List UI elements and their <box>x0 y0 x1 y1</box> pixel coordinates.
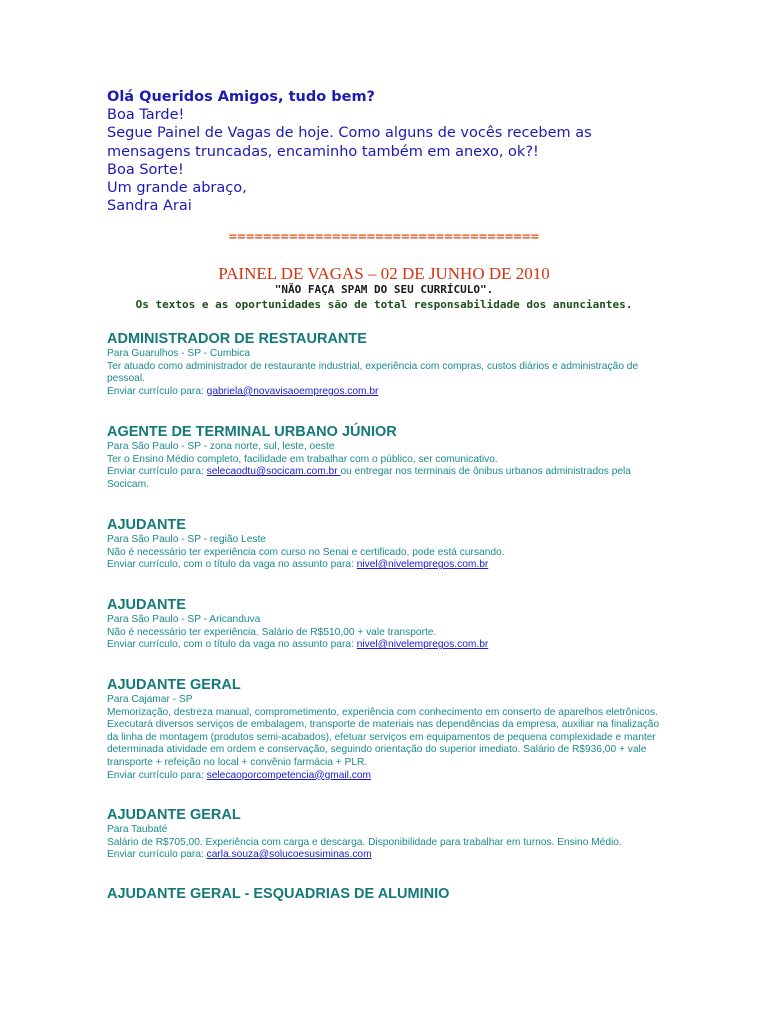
job-title: AJUDANTE GERAL <box>107 677 241 693</box>
job-email-link[interactable]: nivel@nivelempregos.com.br <box>356 639 489 651</box>
job-title: AJUDANTE GERAL <box>107 807 241 823</box>
job-listing <box>107 885 667 903</box>
job-apply <box>107 639 667 652</box>
job-description: Salário de R$705,00. Experiência com carga e descarga. Disponibilidade para trabalhar em turnos. Ensino Médio. <box>107 836 622 848</box>
job-email-link[interactable]: carla.souza@solucoesusiminas.com <box>206 849 372 861</box>
job-description: Não é necessário ter experiência com curso no Senai e certificado, pode está cursando. <box>107 546 505 558</box>
greeting-line: Um grande abraço, <box>107 180 247 197</box>
job-apply <box>107 559 667 572</box>
greeting-line: Boa Sorte! <box>107 161 184 178</box>
divider-line: ==================================== <box>228 229 540 245</box>
job-title: AJUDANTE <box>107 517 186 533</box>
greeting-line: Boa Tarde! <box>107 107 185 124</box>
job-title: ADMINISTRADOR DE RESTAURANTE <box>107 331 367 347</box>
job-email-link[interactable]: gabriela@novavisaoempregos.com.br <box>206 385 379 397</box>
job-title: AJUDANTE GERAL - ESQUADRIAS DE ALUMINIO <box>107 886 450 902</box>
job-apply <box>107 386 667 399</box>
job-description: Ter o Ensino Médio completo, facilidade em trabalhar com o público, ser comunicativo. <box>107 453 498 465</box>
job-description: Ter atuado como administrador de restaurante industrial, experiência com compras, custos diários e administração de pessoal. <box>107 360 639 385</box>
job-location: Para São Paulo - SP - região Leste <box>107 534 266 545</box>
job-email-link[interactable]: selecaoporcompetencia@gmail.com <box>206 769 372 781</box>
job-email-link[interactable]: selecaodtu@socicam.com.br <box>206 466 341 478</box>
job-apply <box>107 849 667 862</box>
job-title: AJUDANTE <box>107 597 186 613</box>
apply-suffix: ou entregar nos terminais de ônibus urbanos administrados pela Socicam. <box>107 466 631 490</box>
job-location: Para Cajamar - SP <box>107 694 193 705</box>
disclaimer-notice: Os textos e as oportunidades são de total responsabilidade dos anunciantes. <box>135 298 633 311</box>
job-description: Memorização, destreza manual, comprometimento, experiência com conhecimento em conserto de aparelhos eletrônicos. Executará diversos serviços de embalagem, transporte de materiais nas dependências da empresa, auxiliar na finalização da linha de montagem (produtos semi-acabados), efetuar serviços em equipamentos de pequena complexidade e manter determinada atividade em ordem e conservação, seguindo orientação do superior imediato. Salário de R$936,00 + vale transporte + refeição no local + convênio farmácia + PLR. <box>107 706 660 768</box>
apply-prefix: Enviar currículo para: <box>107 385 207 397</box>
job-apply <box>107 770 667 783</box>
job-description: Não é necessário ter experiência. Salário de R$510,00 + vale transporte. <box>107 626 437 638</box>
job-listing <box>107 423 667 491</box>
apply-prefix: Enviar currículo para: <box>107 466 207 478</box>
job-location: Para São Paulo - SP - Aricanduva <box>107 614 261 625</box>
no-spam-notice: "NÃO FAÇA SPAM DO SEU CURRÍCULO". <box>274 283 494 296</box>
job-listing <box>107 806 667 862</box>
job-location: Para Guarulhos - SP - Cumbica <box>107 348 251 359</box>
panel-title: PAINEL DE VAGAS – 02 DE JUNHO DE 2010 <box>218 264 550 283</box>
job-location: Para São Paulo - SP - zona norte, sul, leste, oeste <box>107 441 335 452</box>
greeting-signature: Sandra Arai <box>107 198 192 215</box>
greeting-hello: Olá Queridos Amigos, tudo bem? <box>107 89 375 105</box>
job-title: AGENTE DE TERMINAL URBANO JÚNIOR <box>107 424 397 440</box>
apply-prefix: Enviar currículo, com o título da vaga no assunto para: <box>107 639 357 651</box>
job-apply <box>107 466 667 491</box>
job-location: Para Taubaté <box>107 824 168 835</box>
job-listing <box>107 596 667 652</box>
apply-prefix: Enviar currículo para: <box>107 849 207 861</box>
apply-prefix: Enviar currículo, com o título da vaga no assunto para: <box>107 559 357 571</box>
job-email-link[interactable]: nivel@nivelempregos.com.br <box>356 559 489 571</box>
greeting-message <box>107 88 707 215</box>
greeting-line: mensagens truncadas, encaminho também em anexo, ok?! <box>107 143 539 160</box>
job-listing <box>107 676 667 782</box>
job-listing <box>107 516 667 572</box>
greeting-line: Segue Painel de Vagas de hoje. Como alguns de vocês recebem as <box>107 125 592 142</box>
job-listing <box>107 330 667 398</box>
apply-prefix: Enviar currículo para: <box>107 769 207 781</box>
